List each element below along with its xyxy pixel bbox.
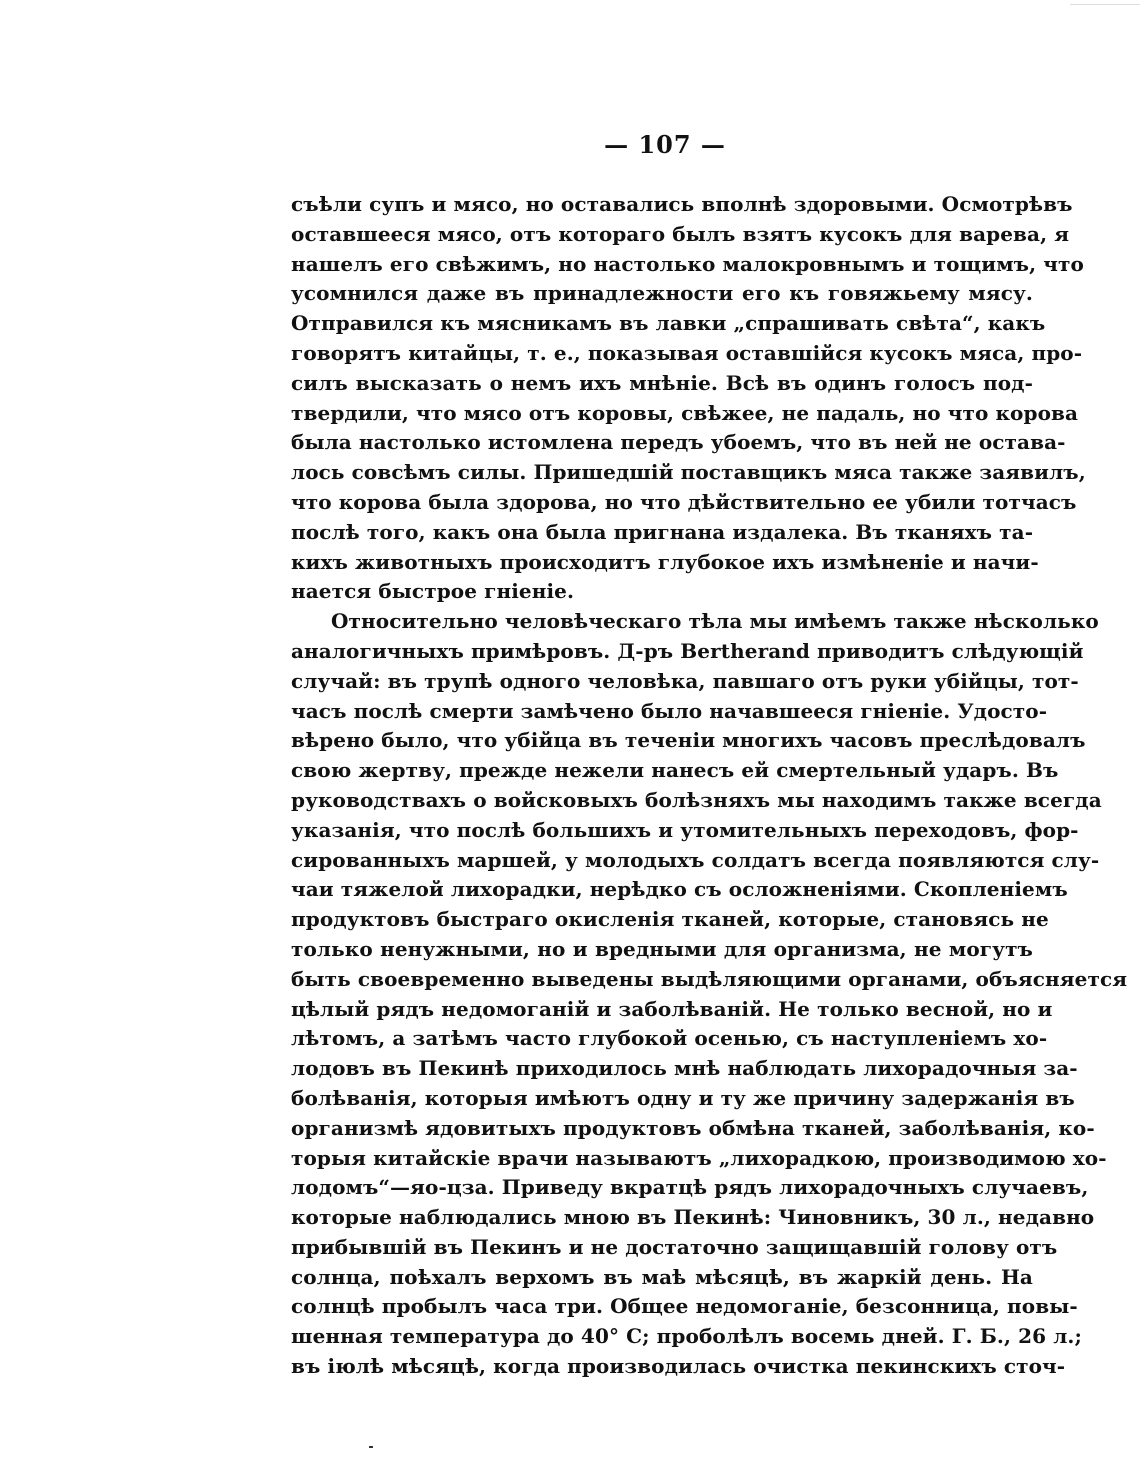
text-line: только ненужными, но и вредными для организма, не могутъ: [291, 936, 1033, 961]
text-line: руководствахъ о войсковыхъ болѣзняхъ мы находимъ также всегда: [291, 787, 1102, 812]
text-line: шенная температура до 40° С; проболѣлъ восемь дней. Г. Б., 26 л.;: [291, 1324, 1082, 1349]
text-line: солнца, поѣхалъ верхомъ въ маѣ мѣсяцѣ, въ жаркій день. На: [291, 1264, 1033, 1289]
text-line: нашелъ его свѣжимъ, но настолько малокровнымъ и тощимъ, что: [291, 251, 1084, 276]
paragraph-1: [291, 190, 1086, 607]
text-line: продуктовъ быстраго окисленія тканей, которые, становясь не: [291, 907, 1049, 932]
text-line: говорятъ китайцы, т. е., показывая оставшійся кусокъ мяса, про-: [291, 340, 1083, 365]
text-line: оставшееся мясо, отъ котораго былъ взятъ кусокъ для варева, я: [291, 221, 1070, 246]
text-line: Отправился къ мясникамъ въ лавки „спрашивать свѣта“, какъ: [291, 311, 1046, 336]
text-line: нается быстрое гніеніе.: [291, 579, 575, 604]
text-line: аналогичныхъ примѣровъ. Д-ръ Bertherand приводитъ слѣдующій: [291, 638, 1084, 663]
text-line: чаи тяжелой лихорадки, нерѣдко съ осложненіями. Скопленіемъ: [291, 877, 1068, 902]
text-line: съѣли супъ и мясо, но оставались вполнѣ здоровыми. Осмотрѣвъ: [291, 192, 1073, 216]
text-line: указанія, что послѣ большихъ и утомительныхъ переходовъ, фор-: [291, 817, 1079, 842]
text-line: лѣтомъ, а затѣмъ часто глубокой осенью, съ наступленіемъ хо-: [291, 1026, 1048, 1051]
text-line: въ іюлѣ мѣсяцѣ, когда производилась очистка пекинскихъ сточ-: [291, 1354, 1066, 1379]
text-line: часъ послѣ смерти замѣчено было начавшееся гніеніе. Удосто-: [291, 698, 1048, 723]
text-line: быть своевременно выведены выдѣляющими органами, объясняется: [291, 966, 1128, 991]
text-line: усомнился даже въ принадлежности его къ говяжьему мясу.: [291, 281, 1033, 306]
text-line: Относительно человѣческаго тѣла мы имѣемъ также нѣсколько: [331, 609, 1099, 634]
paragraph-2: [291, 607, 1128, 1382]
text-line: была настолько истомлена передъ убоемъ, что въ ней не остава-: [291, 430, 1066, 455]
text-line: солнцѣ пробылъ часа три. Общее недомоганіе, безсонница, повы-: [291, 1294, 1078, 1319]
text-line: болѣванія, которыя имѣютъ одну и ту же причину задержанія въ: [291, 1085, 1075, 1110]
text-line: что корова была здорова, но что дѣйствительно ее убили тотчасъ: [291, 489, 1077, 514]
text-line: вѣрено было, что убійца въ теченіи многихъ часовъ преслѣдовалъ: [291, 728, 1086, 753]
text-line: прибывшій въ Пекинъ и не достаточно защищавшій голову отъ: [291, 1234, 1058, 1259]
text-line: лось совсѣмъ силы. Пришедшій поставщикъ мяса также заявилъ,: [291, 460, 1086, 485]
text-line: которые наблюдались мною въ Пекинѣ: Чиновникъ, 30 л., недавно: [291, 1205, 1095, 1230]
text-line: торыя китайскіе врачи называютъ „лихорадкою, производимою хо-: [291, 1145, 1107, 1170]
scan-edge-mark: [1070, 0, 1140, 5]
text-line: послѣ того, какъ она была пригнана издалека. Въ тканяхъ та-: [291, 519, 1034, 544]
text-line: лодомъ“—яо-цза. Приведу вкратцѣ рядъ лихорадочныхъ случаевъ,: [291, 1175, 1089, 1200]
page-body: [291, 190, 1128, 1382]
text-line: цѣлый рядъ недомоганій и заболѣваній. Не только весной, но и: [291, 996, 1053, 1021]
page-number: — 107 —: [604, 130, 726, 159]
text-line: силъ высказать о немъ ихъ мнѣніе. Всѣ въ одинъ голосъ под-: [291, 370, 1033, 395]
text-line: кихъ животныхъ происходитъ глубокое ихъ измѣненіе и начи-: [291, 549, 1039, 574]
scan-speck: [369, 1446, 373, 1448]
text-line: случай: въ трупѣ одного человѣка, павшаго отъ руки убійцы, тот-: [291, 668, 1079, 693]
text-line: сированныхъ маршей, у молодыхъ солдатъ всегда появляются слу-: [291, 847, 1100, 872]
text-line: твердили, что мясо отъ коровы, свѣжее, не падаль, но что корова: [291, 400, 1079, 425]
text-line: организмѣ ядовитыхъ продуктовъ обмѣна тканей, заболѣванія, ко-: [291, 1115, 1095, 1140]
text-line: свою жертву, прежде нежели нанесъ ей смертельный ударъ. Въ: [291, 758, 1059, 783]
text-line: лодовъ въ Пекинѣ приходилось мнѣ наблюдать лихорадочныя за-: [291, 1056, 1078, 1081]
